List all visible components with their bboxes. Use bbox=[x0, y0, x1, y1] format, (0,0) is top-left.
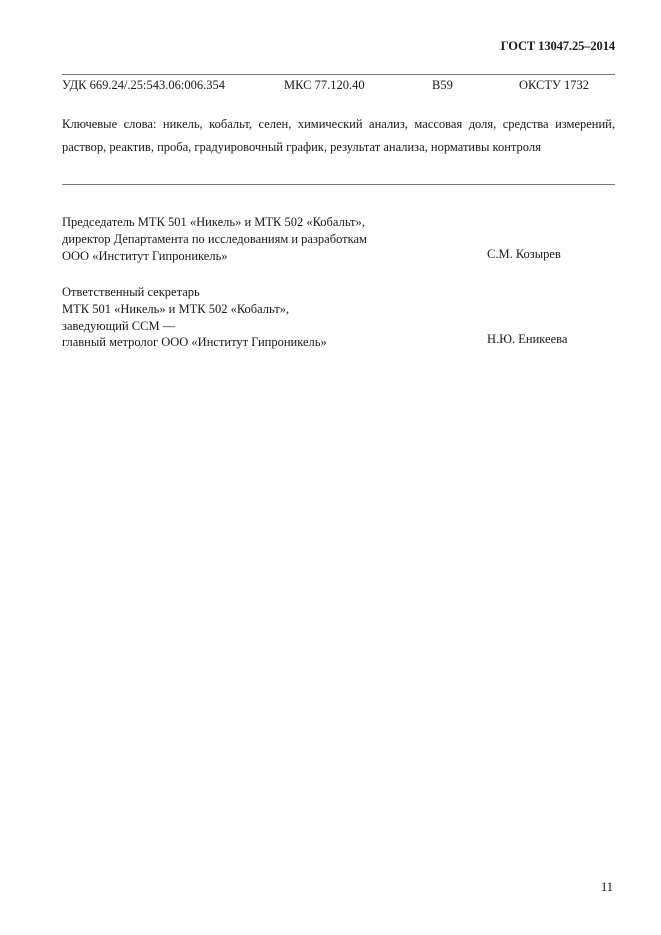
signature-title-line: Ответственный секретарь bbox=[62, 285, 200, 299]
top-divider bbox=[62, 74, 615, 75]
okstu-code: ОКСТУ 1732 bbox=[519, 78, 590, 92]
bottom-divider bbox=[62, 184, 615, 185]
udk-code: УДК 669.24/.25:543.06:006.354 bbox=[62, 78, 225, 92]
signature-title-line: директор Департамента по исследованиям и разработкам bbox=[62, 231, 367, 246]
page-number: 11 bbox=[600, 880, 613, 894]
signature-title-line: главный метролог ООО «Институт Гипроникель» bbox=[62, 335, 327, 350]
signature-title-line: МТК 501 «Никель» и МТК 502 «Кобальт», bbox=[62, 301, 290, 316]
signatory-name-secretary: Н.Ю. Еникеева bbox=[487, 332, 568, 346]
signature-title-line: заведующий ССМ — bbox=[62, 318, 176, 333]
mks-code: МКС 77.120.40 bbox=[284, 78, 365, 92]
standard-code-header: ГОСТ 13047.25–2014 bbox=[500, 39, 615, 53]
signature-title-line: Председатель МТК 501 «Никель» и МТК 502 «Кобальт», bbox=[62, 215, 365, 229]
keywords-paragraph: Ключевые слова: никель, кобальт, селен, химический анализ, массовая доля, средства измерений, раствор, реактив, проба, градуировочный график, результат анализа, нормативы контроля bbox=[62, 117, 615, 154]
signature-title-line: ООО «Институт Гипроникель» bbox=[62, 248, 228, 263]
group-code: В59 bbox=[432, 78, 453, 92]
signatory-name-chairman: С.М. Козырев bbox=[487, 247, 561, 261]
